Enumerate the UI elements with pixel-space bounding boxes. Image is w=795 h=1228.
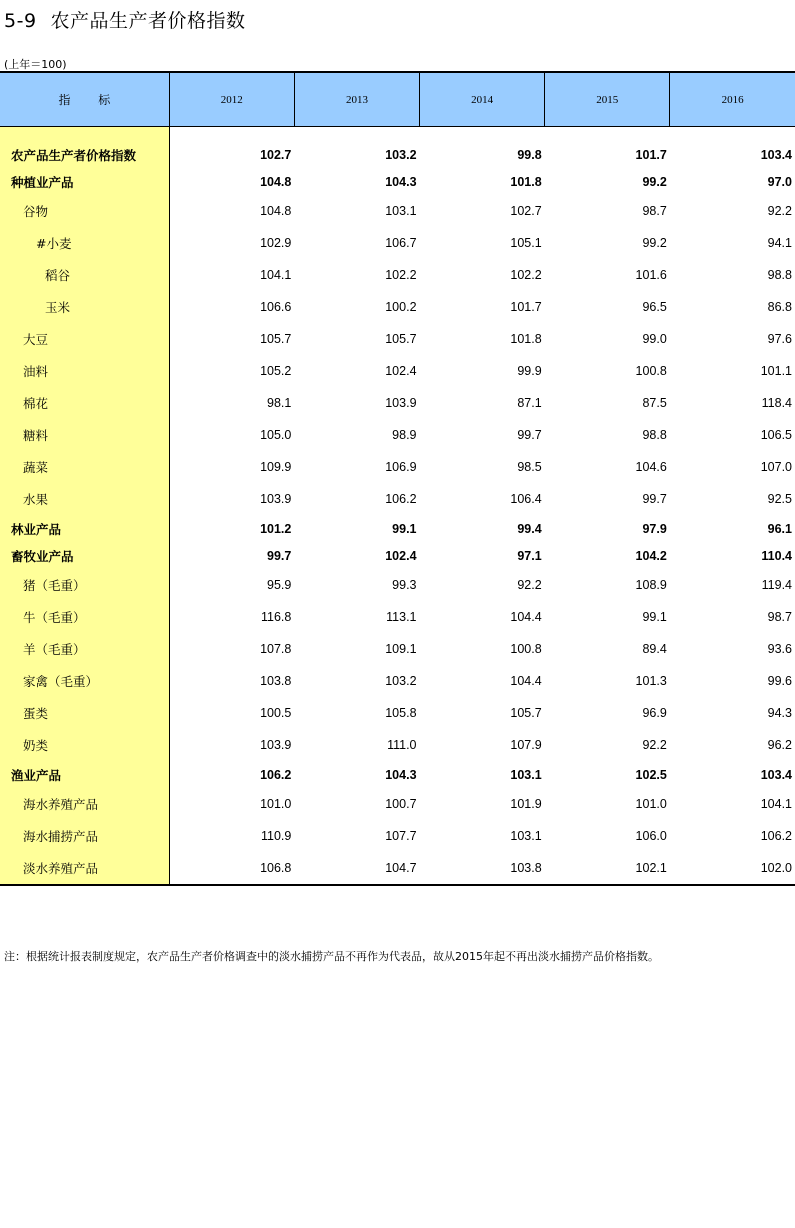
- table-row: [0, 355, 795, 387]
- cell-value: 107.7: [385, 829, 417, 843]
- header-indicator: 指 标: [0, 72, 169, 127]
- table-row: [0, 227, 795, 259]
- cell-value: 106.2: [760, 829, 792, 843]
- table-row: [0, 259, 795, 291]
- cell-value: 98.1: [267, 396, 292, 410]
- table-number: 5-9: [4, 10, 37, 32]
- header-year-2012: 2012: [169, 72, 294, 127]
- cell-value: 106.6: [260, 300, 292, 314]
- row-label: 淡水养殖产品: [0, 852, 169, 885]
- row-label: 玉米: [0, 291, 169, 323]
- cell-value: 103.1: [510, 829, 542, 843]
- cell-value: 104.8: [260, 174, 292, 189]
- cell-value: 99.0: [642, 332, 667, 346]
- row-label: 棉花: [0, 387, 169, 419]
- cell-value: 99.2: [642, 236, 667, 250]
- cell-value: 86.8: [767, 300, 792, 314]
- row-label: 林业产品: [0, 515, 169, 542]
- cell-value: 116.8: [261, 610, 292, 624]
- cell-value: 94.3: [767, 706, 792, 720]
- cell-value: 97.0: [767, 174, 792, 189]
- cell-value: 100.2: [385, 300, 417, 314]
- cell-value: 100.8: [510, 642, 542, 656]
- cell-value: 103.4: [760, 767, 792, 782]
- cell-value: 101.8: [510, 174, 542, 189]
- cell-value: 99.7: [267, 548, 292, 563]
- table-row: [0, 820, 795, 852]
- cell-value: 119.4: [761, 578, 792, 592]
- cell-value: 100.8: [635, 364, 667, 378]
- cell-value: 89.4: [642, 642, 667, 656]
- cell-value: 110.4: [761, 548, 792, 563]
- row-label: 羊（毛重）: [0, 633, 169, 665]
- table-row: [0, 419, 795, 451]
- header-year-2016: 2016: [670, 72, 795, 127]
- cell-value: 92.2: [517, 578, 542, 592]
- cell-value: 102.7: [510, 204, 542, 218]
- cell-value: 102.4: [385, 548, 417, 563]
- cell-value: 107.0: [760, 460, 792, 474]
- row-label: 牛（毛重）: [0, 601, 169, 633]
- cell-value: 102.2: [385, 268, 417, 282]
- cell-value: 105.2: [260, 364, 292, 378]
- table-row: [0, 451, 795, 483]
- table-row: [0, 483, 795, 515]
- cell-value: 101.7: [635, 147, 667, 162]
- cell-value: 111.0: [387, 738, 417, 752]
- row-label: 种植业产品: [0, 168, 169, 195]
- row-label: 畜牧业产品: [0, 542, 169, 569]
- cell-value: 102.7: [260, 147, 292, 162]
- cell-value: 97.9: [642, 521, 667, 536]
- table-row: [0, 852, 795, 885]
- table-body: [0, 127, 795, 886]
- table-row: [0, 729, 795, 761]
- cell-value: 96.1: [767, 521, 792, 536]
- cell-value: 108.9: [635, 578, 667, 592]
- row-label: 农产品生产者价格指数: [0, 141, 169, 168]
- cell-value: 105.7: [385, 332, 417, 346]
- row-label: 猪（毛重）: [0, 569, 169, 601]
- table-row: [0, 697, 795, 729]
- cell-value: 100.5: [260, 706, 292, 720]
- price-index-table: [0, 71, 795, 886]
- cell-value: 101.8: [510, 332, 542, 346]
- cell-value: 105.8: [385, 706, 417, 720]
- row-label: 蔬菜: [0, 451, 169, 483]
- cell-value: 96.5: [642, 300, 667, 314]
- cell-value: 103.9: [260, 492, 292, 506]
- cell-value: 106.2: [385, 492, 417, 506]
- row-label: 海水养殖产品: [0, 788, 169, 820]
- cell-value: 103.1: [510, 767, 542, 782]
- cell-value: 106.9: [385, 460, 417, 474]
- cell-value: 101.9: [510, 797, 542, 811]
- cell-value: 104.2: [635, 548, 667, 563]
- cell-value: 102.1: [545, 852, 670, 885]
- cell-value: 107.8: [260, 642, 292, 656]
- row-label: 稻谷: [0, 259, 169, 291]
- cell-value: 98.5: [517, 460, 542, 474]
- cell-value: 103.9: [260, 738, 292, 752]
- row-label: 糖料: [0, 419, 169, 451]
- cell-value: 106.8: [169, 852, 294, 885]
- row-label: 渔业产品: [0, 761, 169, 788]
- footnote: 注：根据统计报表制度规定，农产品生产者价格调查中的淡水捕捞产品不再作为代表品，故从2015年起不再出淡水捕捞产品价格指数。: [4, 950, 659, 963]
- cell-value: 101.0: [635, 797, 667, 811]
- cell-value: 99.1: [392, 521, 417, 536]
- cell-value: 87.1: [517, 396, 542, 410]
- cell-value: 103.1: [385, 204, 417, 218]
- cell-value: 99.1: [642, 610, 667, 624]
- cell-value: 94.1: [767, 236, 792, 250]
- cell-value: 104.1: [760, 797, 792, 811]
- table-row: [0, 761, 795, 788]
- cell-value: 102.4: [385, 364, 417, 378]
- cell-value: 98.8: [767, 268, 792, 282]
- cell-value: 109.9: [260, 460, 292, 474]
- row-label: 蛋类: [0, 697, 169, 729]
- table-row: [0, 168, 795, 195]
- cell-value: 109.1: [385, 642, 417, 656]
- cell-value: 101.0: [260, 797, 292, 811]
- cell-value: 103.2: [385, 147, 417, 162]
- cell-value: 106.2: [260, 767, 292, 782]
- cell-value: 104.4: [510, 674, 542, 688]
- table-row: [0, 323, 795, 355]
- table-row: [0, 542, 795, 569]
- cell-value: 99.4: [517, 521, 542, 536]
- cell-value: 95.9: [267, 578, 292, 592]
- table-row: [0, 195, 795, 227]
- table-row: [0, 141, 795, 168]
- cell-value: 98.7: [642, 204, 667, 218]
- table-title: 农产品生产者价格指数: [50, 10, 246, 32]
- cell-value: 102.5: [635, 767, 667, 782]
- cell-value: 104.3: [385, 767, 417, 782]
- cell-value: 99.7: [517, 428, 542, 442]
- cell-value: 118.4: [761, 396, 792, 410]
- unit-note: (上年＝100): [4, 58, 67, 71]
- cell-value: 103.2: [385, 674, 417, 688]
- cell-value: 100.7: [385, 797, 417, 811]
- cell-value: 102.2: [510, 268, 542, 282]
- cell-value: 92.5: [767, 492, 792, 506]
- cell-value: 103.8: [420, 852, 545, 885]
- row-label: 水果: [0, 483, 169, 515]
- cell-value: 96.2: [767, 738, 792, 752]
- cell-value: 104.1: [260, 268, 292, 282]
- cell-value: 104.3: [385, 174, 417, 189]
- row-label: 谷物: [0, 195, 169, 227]
- cell-value: 103.4: [760, 147, 792, 162]
- row-label: #小麦: [0, 227, 169, 259]
- table-row: [0, 291, 795, 323]
- cell-value: 97.6: [767, 332, 792, 346]
- header-year-2014: 2014: [420, 72, 545, 127]
- cell-value: 103.9: [385, 396, 417, 410]
- table-row: [0, 515, 795, 542]
- header-year-2015: 2015: [545, 72, 670, 127]
- cell-value: 102.9: [260, 236, 292, 250]
- table-row: [0, 387, 795, 419]
- cell-value: 113.1: [386, 610, 417, 624]
- cell-value: 105.7: [260, 332, 292, 346]
- table-header: [0, 72, 795, 127]
- cell-value: 92.2: [642, 738, 667, 752]
- row-label: 油料: [0, 355, 169, 387]
- page-title: [4, 6, 246, 33]
- cell-value: 99.7: [642, 492, 667, 506]
- row-label: 大豆: [0, 323, 169, 355]
- table-row: [0, 633, 795, 665]
- cell-value: 104.6: [635, 460, 667, 474]
- row-label: 海水捕捞产品: [0, 820, 169, 852]
- cell-value: 101.2: [260, 521, 292, 536]
- spacer-row: [0, 127, 795, 142]
- table-row: [0, 601, 795, 633]
- cell-value: 96.9: [642, 706, 667, 720]
- table-row: [0, 788, 795, 820]
- cell-value: 99.6: [767, 674, 792, 688]
- cell-value: 106.5: [760, 428, 792, 442]
- cell-value: 98.9: [392, 428, 417, 442]
- cell-value: 99.9: [517, 364, 542, 378]
- cell-value: 105.0: [260, 428, 292, 442]
- cell-value: 99.2: [642, 174, 667, 189]
- cell-value: 104.8: [260, 204, 292, 218]
- cell-value: 101.6: [635, 268, 667, 282]
- cell-value: 87.5: [642, 396, 667, 410]
- cell-value: 107.9: [510, 738, 542, 752]
- row-label: 奶类: [0, 729, 169, 761]
- cell-value: 92.2: [767, 204, 792, 218]
- cell-value: 105.7: [510, 706, 542, 720]
- header-year-2013: 2013: [294, 72, 419, 127]
- cell-value: 106.7: [385, 236, 417, 250]
- cell-value: 104.4: [510, 610, 542, 624]
- cell-value: 105.1: [510, 236, 542, 250]
- cell-value: 106.0: [635, 829, 667, 843]
- cell-value: 98.7: [767, 610, 792, 624]
- cell-value: 98.8: [642, 428, 667, 442]
- cell-value: 104.7: [294, 852, 419, 885]
- table-row: [0, 569, 795, 601]
- cell-value: 97.1: [517, 548, 542, 563]
- table-row: [0, 665, 795, 697]
- cell-value: 99.3: [392, 578, 417, 592]
- cell-value: 93.6: [767, 642, 792, 656]
- cell-value: 110.9: [261, 829, 292, 843]
- cell-value: 102.0: [670, 852, 795, 885]
- cell-value: 101.1: [760, 364, 792, 378]
- cell-value: 101.7: [510, 300, 542, 314]
- cell-value: 101.3: [635, 674, 667, 688]
- cell-value: 106.4: [510, 492, 542, 506]
- cell-value: 99.8: [517, 147, 542, 162]
- cell-value: 103.8: [260, 674, 292, 688]
- row-label: 家禽（毛重）: [0, 665, 169, 697]
